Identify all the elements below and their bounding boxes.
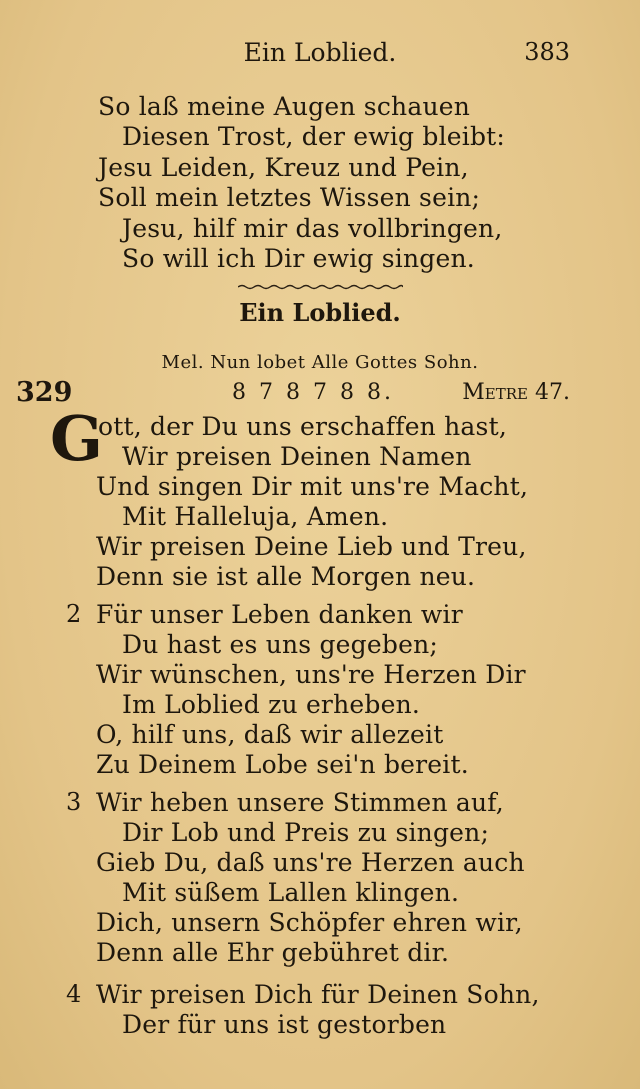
verse-line: Diesen Trost, der ewig bleibt: [122, 122, 506, 151]
hymn-number: 329 [16, 377, 73, 408]
meter-label: Metre 47. [462, 380, 570, 405]
verse-line: Denn alle Ehr gebühret dir. [96, 938, 450, 967]
verse-line: ott, der Du uns erschaffen hast, [98, 412, 507, 441]
verse-line: Dir Lob und Preis zu singen; [122, 818, 490, 847]
drop-cap: G [50, 402, 103, 475]
verse-line: Mit Halleluja, Amen. [122, 502, 389, 531]
verse-line: Zu Deinem Lobe sei'n bereit. [96, 750, 469, 779]
verse-line: Du hast es uns gegeben; [122, 630, 438, 659]
verse-line: Gieb Du, daß uns're Herzen auch [96, 848, 525, 877]
verse-line: Für unser Leben danken wir [96, 600, 463, 629]
verse-line: Wir preisen Deinen Namen [122, 442, 472, 471]
running-header-title: Ein Loblied. [243, 38, 397, 67]
verse-line: Wir wünschen, uns're Herzen Dir [96, 660, 526, 689]
verse-line: Wir preisen Deine Lieb und Treu, [96, 532, 527, 561]
verse-line: Denn sie ist alle Morgen neu. [96, 562, 476, 591]
verse-line: Wir preisen Dich für Deinen Sohn, [96, 980, 540, 1009]
verse-line: Der für uns ist gestorben [122, 1010, 447, 1039]
decorative-divider [238, 284, 403, 290]
section-title: Ein Loblied. [239, 298, 401, 327]
verse-line: Soll mein letztes Wissen sein; [98, 183, 481, 212]
verse-line: O, hilf uns, daß wir allezeit [96, 720, 444, 749]
page-number: 383 [524, 38, 570, 66]
stanza-number: 3 [66, 788, 82, 816]
verse-line: Im Loblied zu erheben. [122, 690, 421, 719]
melody-note: Mel. Nun lobet Alle Gottes Sohn. [161, 352, 479, 373]
verse-line: Dich, unsern Schöpfer ehren wir, [96, 908, 523, 937]
verse-line: Und singen Dir mit uns're Macht, [96, 472, 529, 501]
stanza-number: 2 [66, 600, 82, 628]
verse-line: Jesu, hilf mir das vollbringen, [122, 214, 503, 243]
verse-line: Mit süßem Lallen klingen. [122, 878, 460, 907]
verse-line: Wir heben unsere Stimmen auf, [96, 788, 504, 817]
verse-line: So laß meine Augen schauen [98, 92, 471, 121]
meter-numbers: 8 7 8 7 8 8. [232, 380, 394, 405]
verse-line: Jesu Leiden, Kreuz und Pein, [98, 153, 469, 182]
verse-line: So will ich Dir ewig singen. [122, 244, 475, 273]
stanza-number: 4 [66, 980, 82, 1008]
